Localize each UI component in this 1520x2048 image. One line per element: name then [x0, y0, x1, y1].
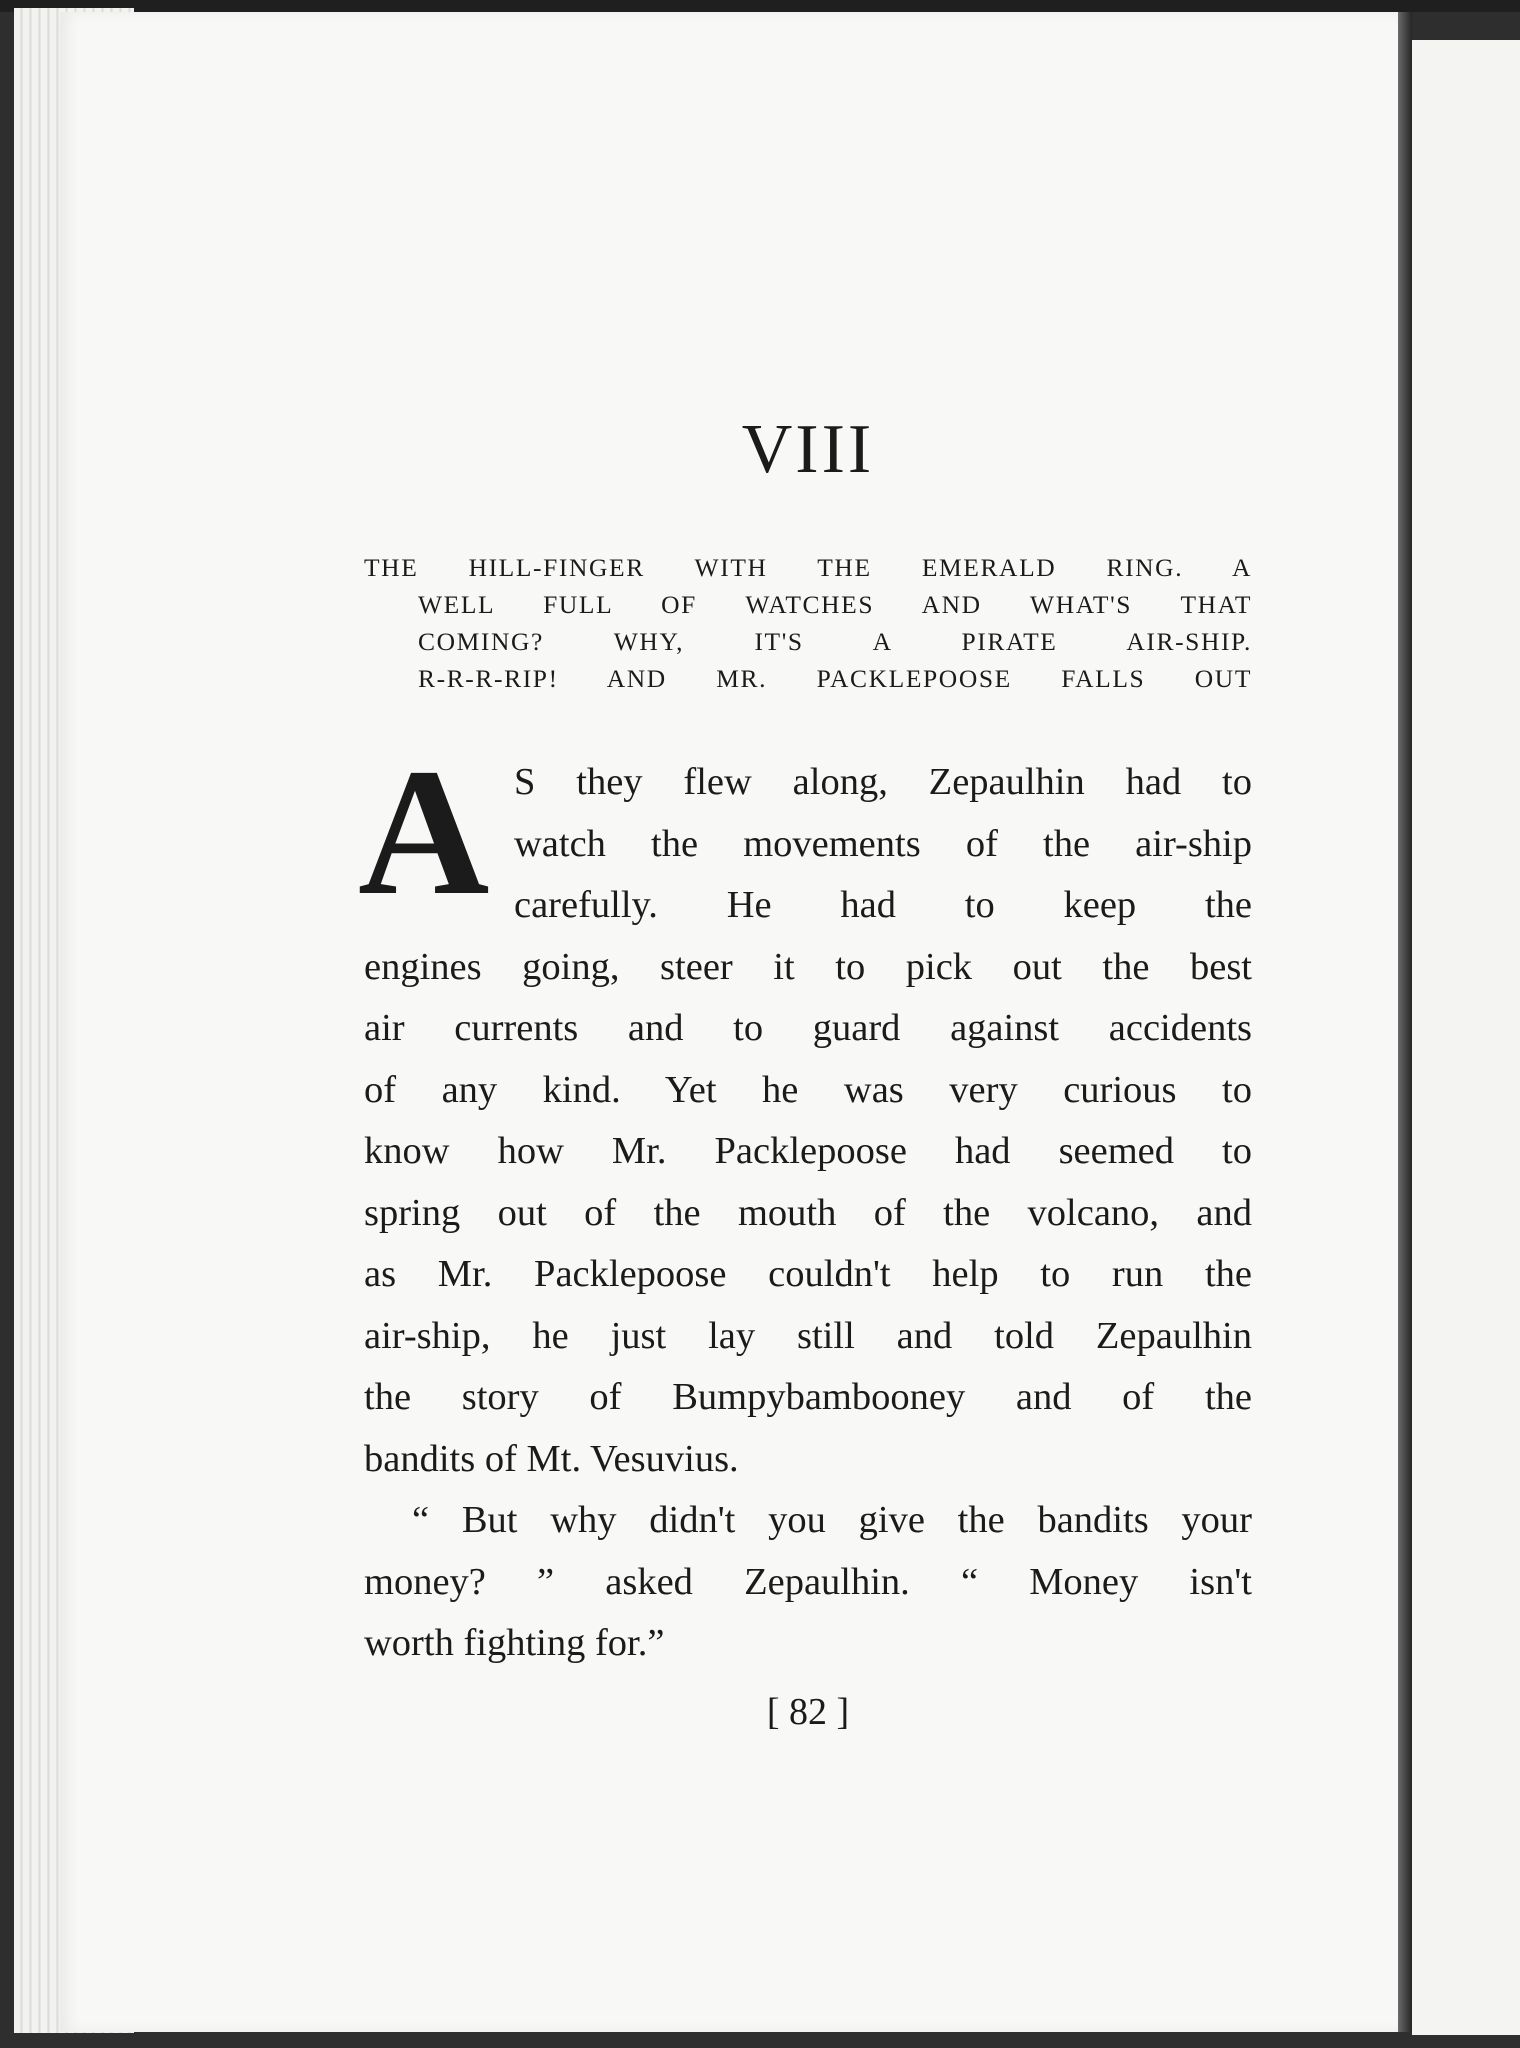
- text-line: money? ” asked Zepaulhin. “ Money isn't: [364, 1560, 1252, 1603]
- synopsis-line: COMING? WHY, IT'S A PIRATE AIR-SHIP.: [418, 627, 1252, 656]
- text-line: the story of Bumpybambooney and of the: [364, 1376, 1252, 1418]
- text-line: carefully. He had to keep the: [514, 884, 1252, 926]
- text-line: S they flew along, Zepaulhin had to: [514, 761, 1252, 803]
- text-line: “ But why didn't you give the bandits your: [412, 1499, 1252, 1541]
- book-gutter: [1398, 12, 1412, 2032]
- synopsis-line: WELL FULL OF WATCHES AND WHAT'S THAT: [418, 590, 1252, 619]
- text-line: air-ship, he just lay still and told Zepaulhin: [364, 1314, 1252, 1357]
- synopsis-line: THE HILL-FINGER WITH THE EMERALD RING. A: [364, 553, 1252, 582]
- drop-cap: A: [358, 732, 490, 933]
- text-line: of any kind. Yet he was very curious to: [364, 1068, 1252, 1111]
- chapter-synopsis: [364, 549, 1252, 697]
- text-line: watch the movements of the air-ship: [514, 822, 1252, 865]
- text-line: spring out of the mouth of the volcano, and: [364, 1191, 1252, 1234]
- body-text: [358, 732, 1252, 1675]
- page-text-block: [358, 0, 1252, 2048]
- synopsis-line: R-R-R-RIP! AND MR. PACKLEPOOSE FALLS OUT: [418, 664, 1252, 693]
- facing-page-edge: [1412, 40, 1520, 2035]
- chapter-number: VIII: [741, 411, 875, 488]
- text-line: know how Mr. Packlepoose had seemed to: [364, 1130, 1252, 1172]
- page-number: [ 82 ]: [766, 1691, 850, 1733]
- text-line: as Mr. Packlepoose couldn't help to run the: [364, 1253, 1252, 1295]
- text-line: engines going, steer it to pick out the best: [364, 945, 1252, 988]
- text-line: worth fighting for.”: [364, 1622, 665, 1664]
- text-line: air currents and to guard against accidents: [364, 1007, 1252, 1049]
- text-line: bandits of Mt. Vesuvius.: [364, 1437, 739, 1480]
